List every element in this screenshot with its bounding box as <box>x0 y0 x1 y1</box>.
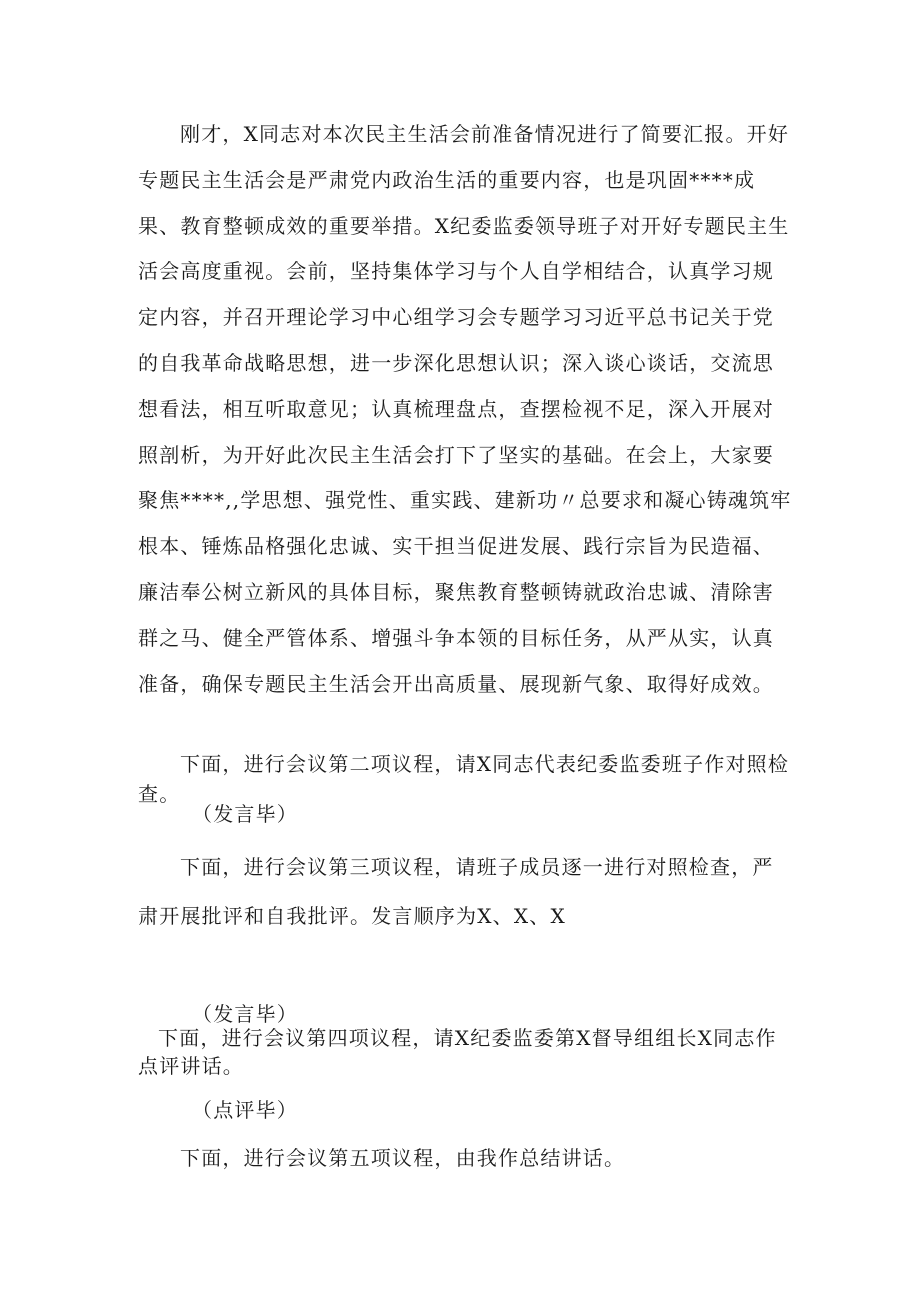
agenda-item-5: 下面，进行会议第五项议程，由我作总结讲话。 <box>180 1146 626 1170</box>
speech-end-note: （发言毕） <box>192 802 298 826</box>
opening-paragraph: 刚才，X同志对本次民主生活会前准备情况进行了简要汇报。开好专题民主生活会是严肃党内政治生活的重要内容，也是巩固****成果、教育整顿成效的重要举措。X纪委监委领导班子对开好专题民主生活会高度重视。会前，坚持集体学习与个人自学相结合，认真学习规定内容，并召开理论学习中心组学习会专题学习习近平总书记关于党的自我革命战略思想，进一步深化思想认识；深入谈心谈话，交流思想看法，相互听取意见；认真梳理盘点，查摆检视不足，深入开展对照剖析，为开好此次民主生活会打下了坚实的基础。在会上，大家要聚焦****,,学思想、强党性、重实践、建新功〃总要求和凝心铸魂筑牢根本、锤炼品格强化忠诚、实干担当促进发展、践行宗旨为民造福、廉洁奉公树立新风的具体目标，聚焦教育整顿铸就政治忠诚、清除害群之马、健全严管体系、增强斗争本领的目标任务，从严从实，认真准备，确保专题民主生活会开出高质量、展现新气象、取得好成效。 <box>138 122 792 696</box>
agenda-item-4: 下面，进行会议第四项议程，请X纪委监委第X督导组组长X同志作点评讲话。 <box>138 1026 777 1078</box>
comment-end-note: （点评毕） <box>192 1098 298 1122</box>
agenda-item-3: 下面，进行会议第三项议程，请班子成员逐一进行对照检查，严肃开展批评和自我批评。发言顺序为X、X、X <box>138 855 774 928</box>
agenda-item-2: 下面，进行会议第二项议程，请X同志代表纪委监委班子作对照检查。 <box>138 752 790 806</box>
speech-end-note-2: （发言毕） <box>192 1002 298 1026</box>
